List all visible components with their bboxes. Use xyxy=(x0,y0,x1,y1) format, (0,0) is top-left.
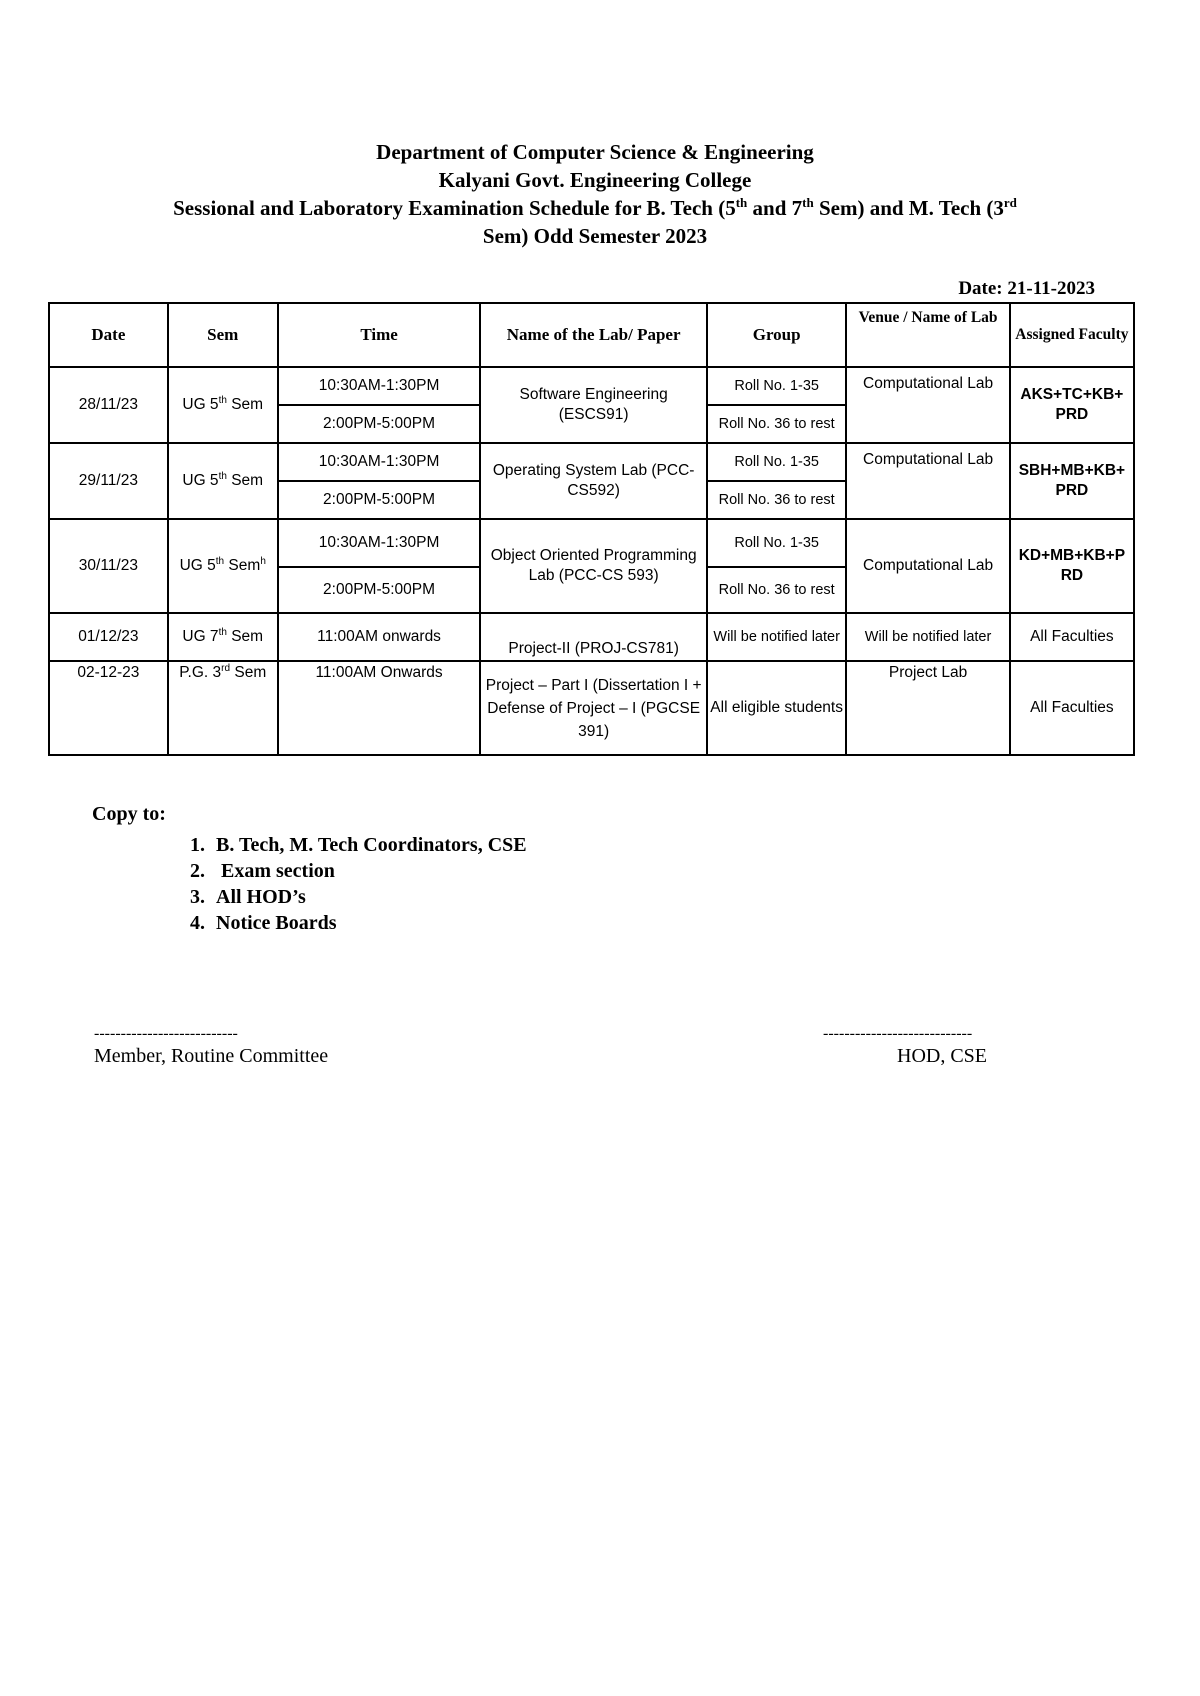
cell-group: Roll No. 1-35 xyxy=(707,367,846,405)
cell-lab: Software Engineering (ESCS91) xyxy=(480,367,707,443)
cell-date: 01/12/23 xyxy=(49,613,168,661)
cell-faculty: All Faculties xyxy=(1010,613,1134,661)
cell-sem: UG 7th Sem xyxy=(168,613,278,661)
cell-date: 29/11/23 xyxy=(49,443,168,519)
cell-sem: P.G. 3rd Sem xyxy=(168,661,278,755)
copy-to-list xyxy=(92,832,527,936)
schedule-title: Sessional and Laboratory Examination Schedule for B. Tech (5th and 7th Sem) and M. Tech (3rd xyxy=(173,195,1017,220)
cell-date: 02-12-23 xyxy=(49,661,168,755)
table-header-row xyxy=(49,303,1134,367)
cell-group: Roll No. 36 to rest xyxy=(707,567,846,613)
signature-member xyxy=(94,1023,328,1068)
cell-lab: Object Oriented Programming Lab (PCC-CS 593) xyxy=(480,519,707,613)
cell-venue: Computational Lab xyxy=(846,519,1009,613)
header-group: Group xyxy=(707,303,846,367)
schedule-subtitle: Sem) Odd Semester 2023 xyxy=(482,224,708,248)
header-faculty: Assigned Faculty xyxy=(1010,303,1134,367)
cell-group: All eligible students xyxy=(707,661,846,755)
list-item: 1. B. Tech, M. Tech Coordinators, CSE xyxy=(210,832,527,858)
table-row xyxy=(49,613,1134,661)
table-row xyxy=(49,367,1134,405)
cell-sem: UG 5th Sem xyxy=(168,443,278,519)
cell-venue: Project Lab xyxy=(846,661,1009,755)
document-date: Date: 21-11-2023 xyxy=(958,278,1095,299)
cell-time: 10:30AM-1:30PM xyxy=(278,519,481,567)
document-header xyxy=(60,138,1130,250)
cell-venue: Computational Lab xyxy=(846,367,1009,443)
table-row xyxy=(49,519,1134,567)
cell-lab: Project – Part I (Dissertation I + Defense of Project – I (PGCSE 391) xyxy=(480,661,707,755)
cell-faculty: All Faculties xyxy=(1010,661,1134,755)
cell-venue: Computational Lab xyxy=(846,443,1009,519)
cell-time: 11:00AM Onwards xyxy=(278,661,481,755)
cell-group: Roll No. 1-35 xyxy=(707,443,846,481)
table-row xyxy=(49,443,1134,481)
cell-time: 10:30AM-1:30PM xyxy=(278,367,481,405)
cell-group: Roll No. 36 to rest xyxy=(707,481,846,519)
copy-to-section xyxy=(92,803,527,936)
cell-time: 2:00PM-5:00PM xyxy=(278,567,481,613)
header-sem: Sem xyxy=(168,303,278,367)
signature-line: ---------------------------- xyxy=(823,1025,973,1042)
list-item: 3. All HOD’s xyxy=(210,884,527,910)
copy-to-title: Copy to: xyxy=(92,803,166,825)
cell-lab: Project-II (PROJ-CS781) xyxy=(480,613,707,661)
cell-faculty: AKS+TC+KB+ PRD xyxy=(1010,367,1134,443)
signature-hod xyxy=(823,1023,987,1068)
header-venue: Venue / Name of Lab xyxy=(846,303,1009,367)
cell-time: 2:00PM-5:00PM xyxy=(278,481,481,519)
cell-time: 2:00PM-5:00PM xyxy=(278,405,481,443)
cell-sem: UG 5th Sem xyxy=(168,367,278,443)
header-lab: Name of the Lab/ Paper xyxy=(480,303,707,367)
signature-line: --------------------------- xyxy=(94,1025,238,1042)
cell-date: 28/11/23 xyxy=(49,367,168,443)
department-title: Department of Computer Science & Engineering xyxy=(376,140,814,164)
cell-lab: Operating System Lab (PCC-CS592) xyxy=(480,443,707,519)
cell-date: 30/11/23 xyxy=(49,519,168,613)
signature-name: Member, Routine Committee xyxy=(94,1045,329,1067)
list-item: 4. Notice Boards xyxy=(210,910,527,936)
cell-group: Will be notified later xyxy=(707,613,846,661)
header-date: Date xyxy=(49,303,168,367)
signature-name: HOD, CSE xyxy=(897,1045,988,1067)
cell-time: 10:30AM-1:30PM xyxy=(278,443,481,481)
list-item: 2. Exam section xyxy=(210,858,527,884)
cell-group: Roll No. 36 to rest xyxy=(707,405,846,443)
header-time: Time xyxy=(278,303,481,367)
cell-venue: Will be notified later xyxy=(846,613,1009,661)
table-row xyxy=(49,661,1134,755)
cell-sem: UG 5th Sem$^h$ xyxy=(168,519,278,613)
cell-time: 11:00AM onwards xyxy=(278,613,481,661)
cell-faculty: SBH+MB+KB+ PRD xyxy=(1010,443,1134,519)
college-name: Kalyani Govt. Engineering College xyxy=(438,168,752,192)
cell-group: Roll No. 1-35 xyxy=(707,519,846,567)
cell-faculty: KD+MB+KB+P RD xyxy=(1010,519,1134,613)
schedule-table xyxy=(48,302,1135,756)
